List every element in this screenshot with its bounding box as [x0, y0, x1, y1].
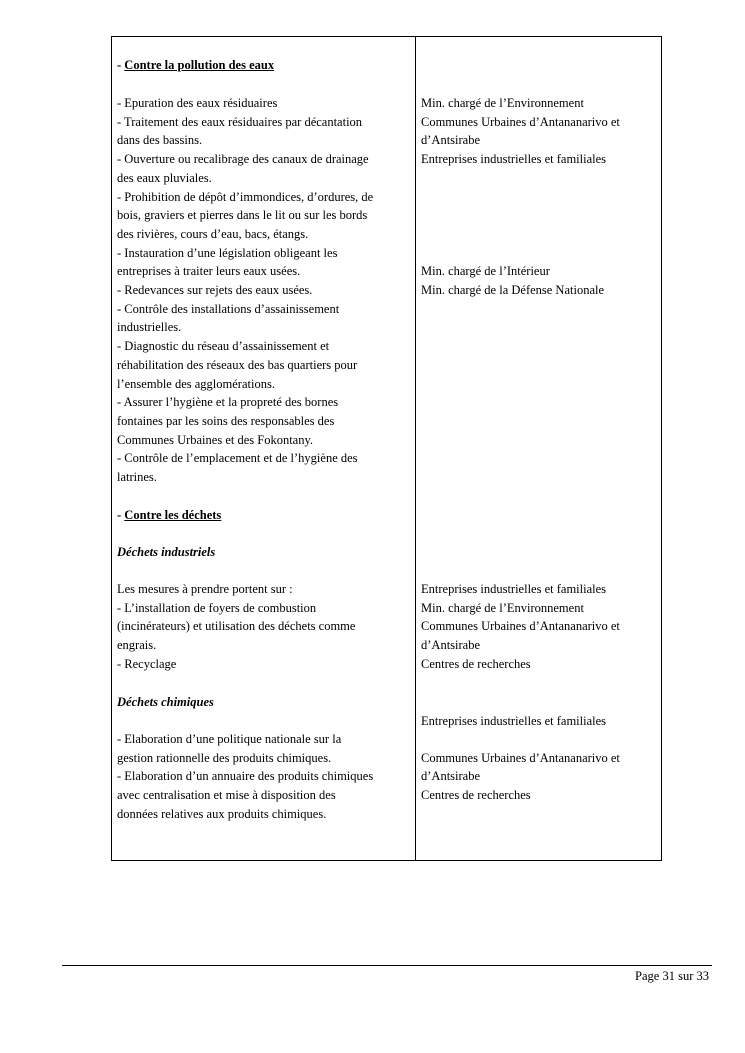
responsible-entity: Communes Urbaines d’Antananarivo et [421, 114, 620, 129]
list-item: - Prohibition de dépôt d’immondices, d’ordures, de [117, 189, 374, 204]
list-item: données relatives aux produits chimiques. [117, 806, 327, 821]
list-item: - Epuration des eaux résiduaires [117, 96, 278, 110]
list-item: avec centralisation et mise à disposition des [117, 788, 336, 803]
responsible-entity: Min. chargé de l’Environnement [421, 96, 584, 110]
responsible-entity: d’Antsirabe [421, 638, 481, 653]
list-item: Communes Urbaines et des Fokontany. [117, 432, 314, 447]
list-item: engrais. [117, 638, 157, 653]
list-item: - Assurer l’hygiène et la propreté des bornes [117, 395, 339, 410]
responsible-entity: Entreprises industrielles et familiales [421, 582, 607, 596]
list-item: bois, graviers et pierres dans le lit ou sur les bords [117, 208, 368, 223]
list-item: l’ensemble des agglomérations. [117, 376, 275, 391]
list-item: - Ouverture ou recalibrage des canaux de drainage [117, 152, 369, 167]
responsible-entity: Centres de recherches [421, 656, 531, 671]
footer-rule [62, 965, 712, 966]
list-item: - Diagnostic du réseau d’assainissement et [117, 339, 330, 354]
responsible-entity: Entreprises industrielles et familiales [421, 152, 607, 167]
list-item: - Contrôle de l’emplacement et de l’hygiène des [117, 451, 358, 466]
list-item: - Elaboration d’un annuaire des produits chimiques [117, 769, 374, 784]
list-item: - Redevances sur rejets des eaux usées. [117, 283, 313, 297]
responsible-entity: Communes Urbaines d’Antananarivo et [421, 750, 620, 765]
section-heading-water-pollution: - Contre la pollution des eaux [117, 58, 275, 72]
page-number: Page 31 sur 33 [635, 969, 709, 983]
list-item: dans des bassins. [117, 133, 203, 148]
list-item: - Instauration d’une législation obligeant les [117, 245, 338, 260]
responsible-entity: Entreprises industrielles et familiales [421, 713, 607, 728]
list-item: - Contrôle des installations d’assainissement [117, 301, 340, 316]
list-item: Les mesures à prendre portent sur : [117, 582, 293, 596]
list-item: fontaines par les soins des responsables des [117, 413, 335, 428]
responsible-entity: Centres de recherches [421, 788, 531, 803]
list-item: gestion rationnelle des produits chimiques. [117, 750, 332, 765]
list-item: - L’installation de foyers de combustion [117, 600, 317, 615]
column-divider [415, 37, 416, 860]
responsible-entity: Min. chargé de l’Intérieur [421, 264, 550, 279]
subheading-industrial-waste: Déchets industriels [117, 545, 216, 559]
list-item: (incinérateurs) et utilisation des déchets comme [117, 619, 356, 634]
list-item: industrielles. [117, 320, 182, 335]
responsible-entity: Communes Urbaines d’Antananarivo et [421, 619, 620, 634]
responsible-entity: d’Antsirabe [421, 133, 481, 148]
responsible-entity: Min. chargé de la Défense Nationale [421, 283, 605, 297]
list-item: - Recyclage [117, 656, 177, 671]
section-heading-waste: - Contre les déchets [117, 508, 222, 522]
list-item: entreprises à traiter leurs eaux usées. [117, 264, 301, 279]
responsible-entity: d’Antsirabe [421, 769, 481, 784]
list-item: latrines. [117, 470, 157, 484]
list-item: - Elaboration d’une politique nationale sur la [117, 732, 342, 746]
list-item: des eaux pluviales. [117, 170, 212, 185]
list-item: des rivières, cours d’eau, bacs, étangs. [117, 226, 309, 241]
responsible-entity: Min. chargé de l’Environnement [421, 600, 584, 615]
list-item: - Traitement des eaux résiduaires par décantation [117, 114, 363, 129]
list-item: réhabilitation des réseaux des bas quartiers pour [117, 357, 358, 372]
subheading-chemical-waste: Déchets chimiques [117, 695, 214, 709]
